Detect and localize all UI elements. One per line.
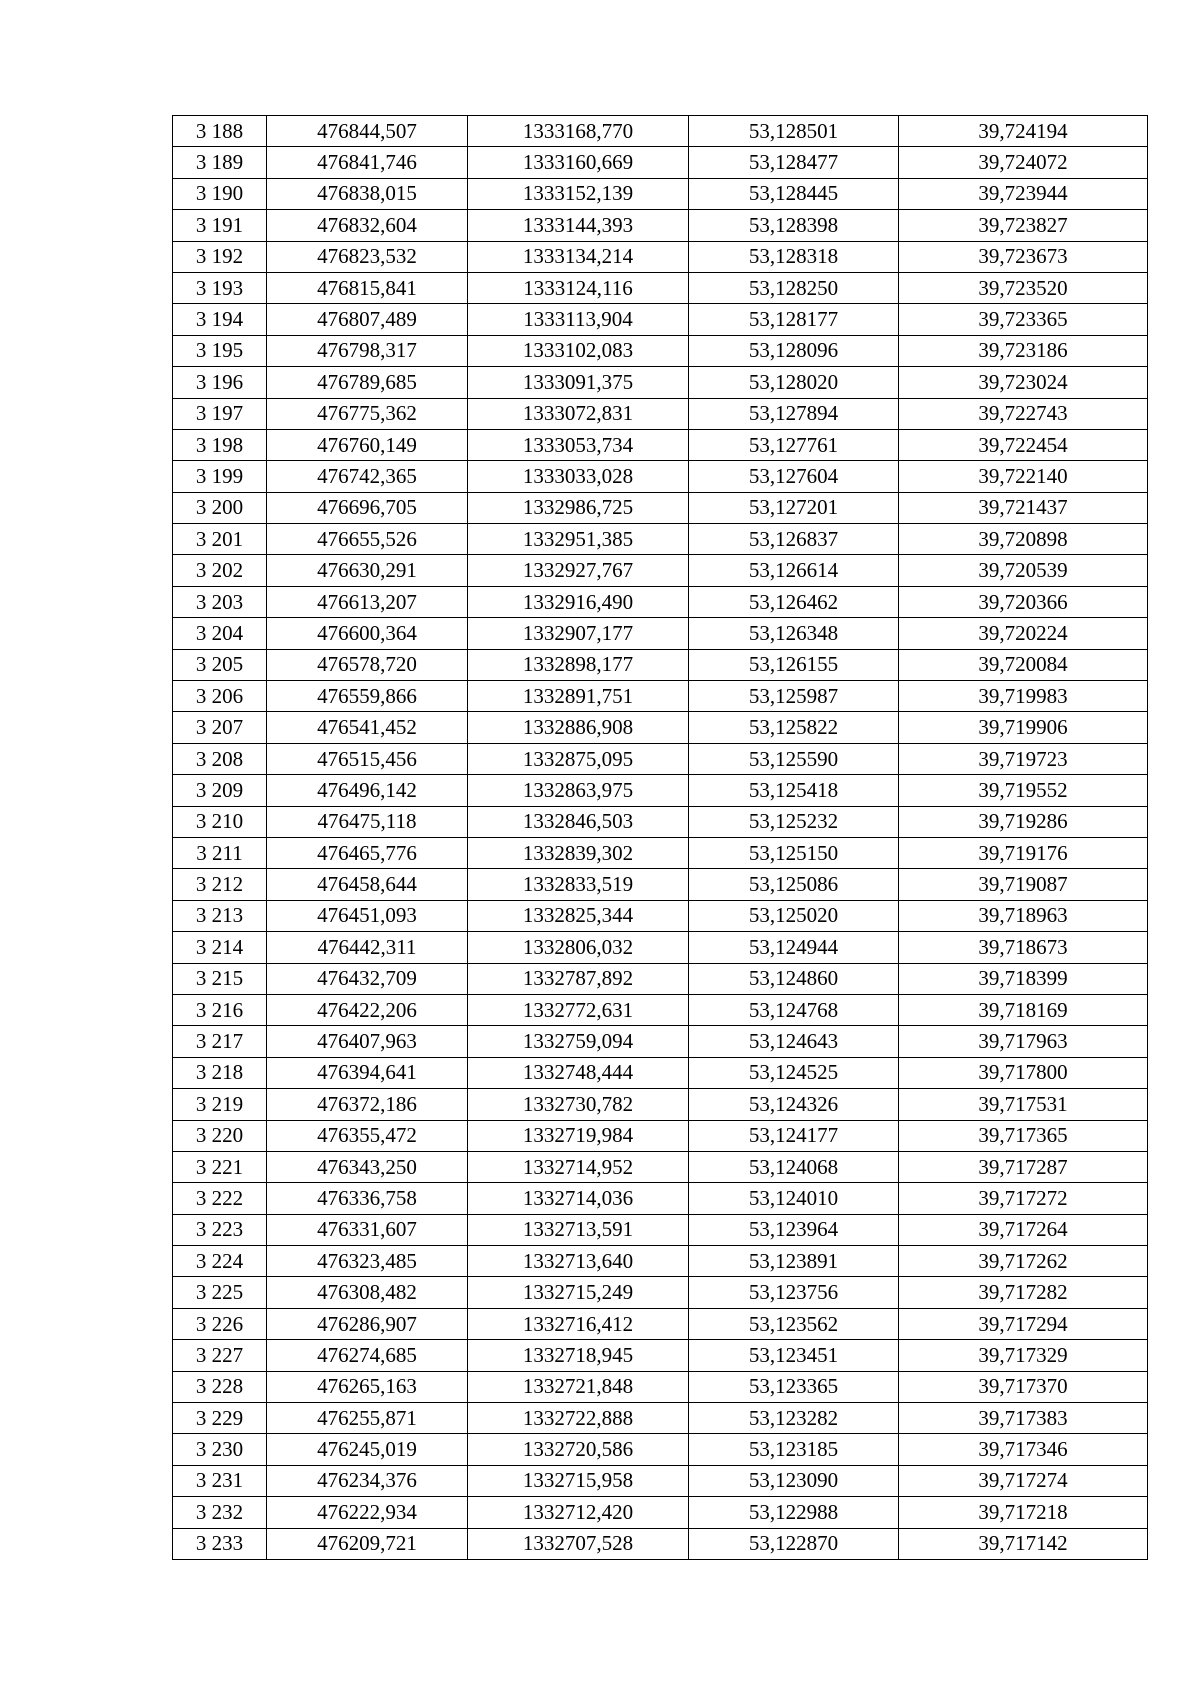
table-row xyxy=(173,555,1148,586)
latitude-cell: 53,123562 xyxy=(689,1308,899,1339)
x-coordinate-cell: 476775,362 xyxy=(267,398,468,429)
point-number-cell: 3 191 xyxy=(173,210,267,241)
longitude-cell: 39,722743 xyxy=(899,398,1148,429)
x-coordinate-cell: 476655,526 xyxy=(267,524,468,555)
x-coordinate-cell: 476823,532 xyxy=(267,241,468,272)
latitude-cell: 53,125822 xyxy=(689,712,899,743)
y-coordinate-cell: 1333113,904 xyxy=(468,304,689,335)
longitude-cell: 39,722454 xyxy=(899,429,1148,460)
point-number-cell: 3 217 xyxy=(173,1026,267,1057)
table-row xyxy=(173,367,1148,398)
longitude-cell: 39,720539 xyxy=(899,555,1148,586)
y-coordinate-cell: 1332720,586 xyxy=(468,1434,689,1465)
latitude-cell: 53,123756 xyxy=(689,1277,899,1308)
table-row xyxy=(173,869,1148,900)
table-row xyxy=(173,743,1148,774)
table-row xyxy=(173,335,1148,366)
x-coordinate-cell: 476515,456 xyxy=(267,743,468,774)
y-coordinate-cell: 1332718,945 xyxy=(468,1340,689,1371)
latitude-cell: 53,124525 xyxy=(689,1057,899,1088)
longitude-cell: 39,724194 xyxy=(899,116,1148,147)
latitude-cell: 53,126837 xyxy=(689,524,899,555)
latitude-cell: 53,126614 xyxy=(689,555,899,586)
x-coordinate-cell: 476696,705 xyxy=(267,492,468,523)
x-coordinate-cell: 476844,507 xyxy=(267,116,468,147)
point-number-cell: 3 189 xyxy=(173,147,267,178)
longitude-cell: 39,718963 xyxy=(899,900,1148,931)
table-row xyxy=(173,586,1148,617)
longitude-cell: 39,717274 xyxy=(899,1465,1148,1496)
longitude-cell: 39,722140 xyxy=(899,461,1148,492)
table-row xyxy=(173,304,1148,335)
latitude-cell: 53,123090 xyxy=(689,1465,899,1496)
longitude-cell: 39,720084 xyxy=(899,649,1148,680)
latitude-cell: 53,128477 xyxy=(689,147,899,178)
longitude-cell: 39,723673 xyxy=(899,241,1148,272)
y-coordinate-cell: 1332714,036 xyxy=(468,1183,689,1214)
y-coordinate-cell: 1332916,490 xyxy=(468,586,689,617)
latitude-cell: 53,125987 xyxy=(689,681,899,712)
table-row xyxy=(173,461,1148,492)
table-row xyxy=(173,649,1148,680)
y-coordinate-cell: 1333053,734 xyxy=(468,429,689,460)
latitude-cell: 53,125232 xyxy=(689,806,899,837)
latitude-cell: 53,125020 xyxy=(689,900,899,931)
y-coordinate-cell: 1332825,344 xyxy=(468,900,689,931)
coordinates-table-body xyxy=(173,116,1148,1560)
point-number-cell: 3 227 xyxy=(173,1340,267,1371)
y-coordinate-cell: 1332863,975 xyxy=(468,775,689,806)
longitude-cell: 39,723944 xyxy=(899,178,1148,209)
y-coordinate-cell: 1333102,083 xyxy=(468,335,689,366)
latitude-cell: 53,124860 xyxy=(689,963,899,994)
longitude-cell: 39,717294 xyxy=(899,1308,1148,1339)
y-coordinate-cell: 1332719,984 xyxy=(468,1120,689,1151)
table-row xyxy=(173,806,1148,837)
x-coordinate-cell: 476789,685 xyxy=(267,367,468,398)
y-coordinate-cell: 1332875,095 xyxy=(468,743,689,774)
table-row xyxy=(173,1214,1148,1245)
table-row xyxy=(173,429,1148,460)
latitude-cell: 53,127761 xyxy=(689,429,899,460)
x-coordinate-cell: 476432,709 xyxy=(267,963,468,994)
table-row xyxy=(173,272,1148,303)
table-row xyxy=(173,116,1148,147)
x-coordinate-cell: 476496,142 xyxy=(267,775,468,806)
y-coordinate-cell: 1332772,631 xyxy=(468,994,689,1025)
y-coordinate-cell: 1332730,782 xyxy=(468,1089,689,1120)
point-number-cell: 3 212 xyxy=(173,869,267,900)
latitude-cell: 53,124643 xyxy=(689,1026,899,1057)
point-number-cell: 3 206 xyxy=(173,681,267,712)
point-number-cell: 3 211 xyxy=(173,837,267,868)
x-coordinate-cell: 476255,871 xyxy=(267,1403,468,1434)
y-coordinate-cell: 1332721,848 xyxy=(468,1371,689,1402)
y-coordinate-cell: 1332951,385 xyxy=(468,524,689,555)
table-row xyxy=(173,775,1148,806)
point-number-cell: 3 230 xyxy=(173,1434,267,1465)
latitude-cell: 53,123185 xyxy=(689,1434,899,1465)
longitude-cell: 39,719723 xyxy=(899,743,1148,774)
point-number-cell: 3 223 xyxy=(173,1214,267,1245)
longitude-cell: 39,717142 xyxy=(899,1528,1148,1559)
longitude-cell: 39,719286 xyxy=(899,806,1148,837)
table-row xyxy=(173,1246,1148,1277)
table-row xyxy=(173,963,1148,994)
table-row xyxy=(173,1528,1148,1559)
y-coordinate-cell: 1332846,503 xyxy=(468,806,689,837)
y-coordinate-cell: 1332833,519 xyxy=(468,869,689,900)
longitude-cell: 39,723024 xyxy=(899,367,1148,398)
latitude-cell: 53,128501 xyxy=(689,116,899,147)
table-row xyxy=(173,618,1148,649)
point-number-cell: 3 202 xyxy=(173,555,267,586)
x-coordinate-cell: 476331,607 xyxy=(267,1214,468,1245)
latitude-cell: 53,125590 xyxy=(689,743,899,774)
point-number-cell: 3 194 xyxy=(173,304,267,335)
longitude-cell: 39,719087 xyxy=(899,869,1148,900)
point-number-cell: 3 213 xyxy=(173,900,267,931)
x-coordinate-cell: 476541,452 xyxy=(267,712,468,743)
x-coordinate-cell: 476613,207 xyxy=(267,586,468,617)
y-coordinate-cell: 1332891,751 xyxy=(468,681,689,712)
latitude-cell: 53,128398 xyxy=(689,210,899,241)
x-coordinate-cell: 476559,866 xyxy=(267,681,468,712)
y-coordinate-cell: 1332907,177 xyxy=(468,618,689,649)
point-number-cell: 3 218 xyxy=(173,1057,267,1088)
longitude-cell: 39,718399 xyxy=(899,963,1148,994)
latitude-cell: 53,125418 xyxy=(689,775,899,806)
point-number-cell: 3 198 xyxy=(173,429,267,460)
x-coordinate-cell: 476422,206 xyxy=(267,994,468,1025)
latitude-cell: 53,122988 xyxy=(689,1497,899,1528)
table-row xyxy=(173,178,1148,209)
table-row xyxy=(173,1026,1148,1057)
table-row xyxy=(173,147,1148,178)
point-number-cell: 3 193 xyxy=(173,272,267,303)
latitude-cell: 53,123964 xyxy=(689,1214,899,1245)
point-number-cell: 3 208 xyxy=(173,743,267,774)
y-coordinate-cell: 1332713,591 xyxy=(468,1214,689,1245)
latitude-cell: 53,124068 xyxy=(689,1151,899,1182)
latitude-cell: 53,126155 xyxy=(689,649,899,680)
x-coordinate-cell: 476274,685 xyxy=(267,1340,468,1371)
latitude-cell: 53,125086 xyxy=(689,869,899,900)
longitude-cell: 39,718169 xyxy=(899,994,1148,1025)
x-coordinate-cell: 476442,311 xyxy=(267,932,468,963)
table-row xyxy=(173,241,1148,272)
table-row xyxy=(173,1465,1148,1496)
point-number-cell: 3 226 xyxy=(173,1308,267,1339)
point-number-cell: 3 210 xyxy=(173,806,267,837)
longitude-cell: 39,717272 xyxy=(899,1183,1148,1214)
x-coordinate-cell: 476578,720 xyxy=(267,649,468,680)
point-number-cell: 3 196 xyxy=(173,367,267,398)
latitude-cell: 53,125150 xyxy=(689,837,899,868)
point-number-cell: 3 207 xyxy=(173,712,267,743)
x-coordinate-cell: 476451,093 xyxy=(267,900,468,931)
x-coordinate-cell: 476458,644 xyxy=(267,869,468,900)
latitude-cell: 53,128445 xyxy=(689,178,899,209)
table-row xyxy=(173,1151,1148,1182)
y-coordinate-cell: 1332712,420 xyxy=(468,1497,689,1528)
longitude-cell: 39,719906 xyxy=(899,712,1148,743)
y-coordinate-cell: 1332715,958 xyxy=(468,1465,689,1496)
table-row xyxy=(173,1434,1148,1465)
point-number-cell: 3 188 xyxy=(173,116,267,147)
latitude-cell: 53,123282 xyxy=(689,1403,899,1434)
x-coordinate-cell: 476407,963 xyxy=(267,1026,468,1057)
x-coordinate-cell: 476475,118 xyxy=(267,806,468,837)
x-coordinate-cell: 476234,376 xyxy=(267,1465,468,1496)
latitude-cell: 53,128096 xyxy=(689,335,899,366)
longitude-cell: 39,720366 xyxy=(899,586,1148,617)
table-row xyxy=(173,1277,1148,1308)
table-row xyxy=(173,681,1148,712)
x-coordinate-cell: 476742,365 xyxy=(267,461,468,492)
x-coordinate-cell: 476630,291 xyxy=(267,555,468,586)
longitude-cell: 39,717282 xyxy=(899,1277,1148,1308)
x-coordinate-cell: 476841,746 xyxy=(267,147,468,178)
longitude-cell: 39,719176 xyxy=(899,837,1148,868)
table-row xyxy=(173,1340,1148,1371)
point-number-cell: 3 190 xyxy=(173,178,267,209)
y-coordinate-cell: 1332806,032 xyxy=(468,932,689,963)
latitude-cell: 53,126348 xyxy=(689,618,899,649)
y-coordinate-cell: 1333033,028 xyxy=(468,461,689,492)
table-row xyxy=(173,1308,1148,1339)
y-coordinate-cell: 1332927,767 xyxy=(468,555,689,586)
y-coordinate-cell: 1332986,725 xyxy=(468,492,689,523)
point-number-cell: 3 220 xyxy=(173,1120,267,1151)
table-row xyxy=(173,524,1148,555)
x-coordinate-cell: 476815,841 xyxy=(267,272,468,303)
longitude-cell: 39,717346 xyxy=(899,1434,1148,1465)
point-number-cell: 3 195 xyxy=(173,335,267,366)
longitude-cell: 39,724072 xyxy=(899,147,1148,178)
point-number-cell: 3 216 xyxy=(173,994,267,1025)
point-number-cell: 3 203 xyxy=(173,586,267,617)
point-number-cell: 3 197 xyxy=(173,398,267,429)
latitude-cell: 53,123365 xyxy=(689,1371,899,1402)
point-number-cell: 3 222 xyxy=(173,1183,267,1214)
y-coordinate-cell: 1332722,888 xyxy=(468,1403,689,1434)
x-coordinate-cell: 476245,019 xyxy=(267,1434,468,1465)
table-row xyxy=(173,1403,1148,1434)
longitude-cell: 39,721437 xyxy=(899,492,1148,523)
longitude-cell: 39,717287 xyxy=(899,1151,1148,1182)
y-coordinate-cell: 1332886,908 xyxy=(468,712,689,743)
longitude-cell: 39,717383 xyxy=(899,1403,1148,1434)
longitude-cell: 39,723186 xyxy=(899,335,1148,366)
latitude-cell: 53,124177 xyxy=(689,1120,899,1151)
latitude-cell: 53,128250 xyxy=(689,272,899,303)
x-coordinate-cell: 476336,758 xyxy=(267,1183,468,1214)
point-number-cell: 3 201 xyxy=(173,524,267,555)
table-row xyxy=(173,1497,1148,1528)
table-row xyxy=(173,398,1148,429)
x-coordinate-cell: 476838,015 xyxy=(267,178,468,209)
x-coordinate-cell: 476286,907 xyxy=(267,1308,468,1339)
latitude-cell: 53,128177 xyxy=(689,304,899,335)
point-number-cell: 3 233 xyxy=(173,1528,267,1559)
x-coordinate-cell: 476798,317 xyxy=(267,335,468,366)
table-row xyxy=(173,900,1148,931)
latitude-cell: 53,127201 xyxy=(689,492,899,523)
y-coordinate-cell: 1333134,214 xyxy=(468,241,689,272)
table-row xyxy=(173,1120,1148,1151)
table-row xyxy=(173,712,1148,743)
y-coordinate-cell: 1332748,444 xyxy=(468,1057,689,1088)
longitude-cell: 39,723827 xyxy=(899,210,1148,241)
longitude-cell: 39,717329 xyxy=(899,1340,1148,1371)
latitude-cell: 53,128020 xyxy=(689,367,899,398)
longitude-cell: 39,717963 xyxy=(899,1026,1148,1057)
point-number-cell: 3 209 xyxy=(173,775,267,806)
latitude-cell: 53,127604 xyxy=(689,461,899,492)
x-coordinate-cell: 476394,641 xyxy=(267,1057,468,1088)
table-row xyxy=(173,210,1148,241)
table-row xyxy=(173,1089,1148,1120)
point-number-cell: 3 204 xyxy=(173,618,267,649)
latitude-cell: 53,126462 xyxy=(689,586,899,617)
latitude-cell: 53,123891 xyxy=(689,1246,899,1277)
longitude-cell: 39,723520 xyxy=(899,272,1148,303)
longitude-cell: 39,717370 xyxy=(899,1371,1148,1402)
point-number-cell: 3 232 xyxy=(173,1497,267,1528)
x-coordinate-cell: 476807,489 xyxy=(267,304,468,335)
point-number-cell: 3 192 xyxy=(173,241,267,272)
point-number-cell: 3 215 xyxy=(173,963,267,994)
y-coordinate-cell: 1332839,302 xyxy=(468,837,689,868)
longitude-cell: 39,720898 xyxy=(899,524,1148,555)
latitude-cell: 53,128318 xyxy=(689,241,899,272)
y-coordinate-cell: 1333144,393 xyxy=(468,210,689,241)
table-row xyxy=(173,994,1148,1025)
point-number-cell: 3 199 xyxy=(173,461,267,492)
y-coordinate-cell: 1333160,669 xyxy=(468,147,689,178)
y-coordinate-cell: 1332759,094 xyxy=(468,1026,689,1057)
x-coordinate-cell: 476308,482 xyxy=(267,1277,468,1308)
longitude-cell: 39,719983 xyxy=(899,681,1148,712)
point-number-cell: 3 221 xyxy=(173,1151,267,1182)
x-coordinate-cell: 476343,250 xyxy=(267,1151,468,1182)
point-number-cell: 3 224 xyxy=(173,1246,267,1277)
latitude-cell: 53,122870 xyxy=(689,1528,899,1559)
table-row xyxy=(173,1057,1148,1088)
table-row xyxy=(173,1371,1148,1402)
y-coordinate-cell: 1332714,952 xyxy=(468,1151,689,1182)
x-coordinate-cell: 476832,604 xyxy=(267,210,468,241)
longitude-cell: 39,717365 xyxy=(899,1120,1148,1151)
x-coordinate-cell: 476372,186 xyxy=(267,1089,468,1120)
point-number-cell: 3 214 xyxy=(173,932,267,963)
point-number-cell: 3 228 xyxy=(173,1371,267,1402)
latitude-cell: 53,123451 xyxy=(689,1340,899,1371)
y-coordinate-cell: 1333091,375 xyxy=(468,367,689,398)
y-coordinate-cell: 1332715,249 xyxy=(468,1277,689,1308)
longitude-cell: 39,717800 xyxy=(899,1057,1148,1088)
latitude-cell: 53,124768 xyxy=(689,994,899,1025)
latitude-cell: 53,124944 xyxy=(689,932,899,963)
longitude-cell: 39,717218 xyxy=(899,1497,1148,1528)
x-coordinate-cell: 476222,934 xyxy=(267,1497,468,1528)
y-coordinate-cell: 1333152,139 xyxy=(468,178,689,209)
table-row xyxy=(173,837,1148,868)
longitude-cell: 39,719552 xyxy=(899,775,1148,806)
point-number-cell: 3 205 xyxy=(173,649,267,680)
x-coordinate-cell: 476600,364 xyxy=(267,618,468,649)
longitude-cell: 39,717264 xyxy=(899,1214,1148,1245)
coordinates-table xyxy=(172,115,1148,1560)
x-coordinate-cell: 476760,149 xyxy=(267,429,468,460)
latitude-cell: 53,124326 xyxy=(689,1089,899,1120)
table-row xyxy=(173,492,1148,523)
x-coordinate-cell: 476323,485 xyxy=(267,1246,468,1277)
point-number-cell: 3 225 xyxy=(173,1277,267,1308)
point-number-cell: 3 231 xyxy=(173,1465,267,1496)
table-row xyxy=(173,1183,1148,1214)
latitude-cell: 53,124010 xyxy=(689,1183,899,1214)
longitude-cell: 39,720224 xyxy=(899,618,1148,649)
y-coordinate-cell: 1333168,770 xyxy=(468,116,689,147)
longitude-cell: 39,717262 xyxy=(899,1246,1148,1277)
latitude-cell: 53,127894 xyxy=(689,398,899,429)
x-coordinate-cell: 476209,721 xyxy=(267,1528,468,1559)
y-coordinate-cell: 1332898,177 xyxy=(468,649,689,680)
y-coordinate-cell: 1333072,831 xyxy=(468,398,689,429)
longitude-cell: 39,723365 xyxy=(899,304,1148,335)
x-coordinate-cell: 476465,776 xyxy=(267,837,468,868)
y-coordinate-cell: 1333124,116 xyxy=(468,272,689,303)
longitude-cell: 39,718673 xyxy=(899,932,1148,963)
y-coordinate-cell: 1332787,892 xyxy=(468,963,689,994)
y-coordinate-cell: 1332713,640 xyxy=(468,1246,689,1277)
x-coordinate-cell: 476265,163 xyxy=(267,1371,468,1402)
x-coordinate-cell: 476355,472 xyxy=(267,1120,468,1151)
point-number-cell: 3 200 xyxy=(173,492,267,523)
point-number-cell: 3 229 xyxy=(173,1403,267,1434)
table-row xyxy=(173,932,1148,963)
point-number-cell: 3 219 xyxy=(173,1089,267,1120)
y-coordinate-cell: 1332707,528 xyxy=(468,1528,689,1559)
longitude-cell: 39,717531 xyxy=(899,1089,1148,1120)
y-coordinate-cell: 1332716,412 xyxy=(468,1308,689,1339)
